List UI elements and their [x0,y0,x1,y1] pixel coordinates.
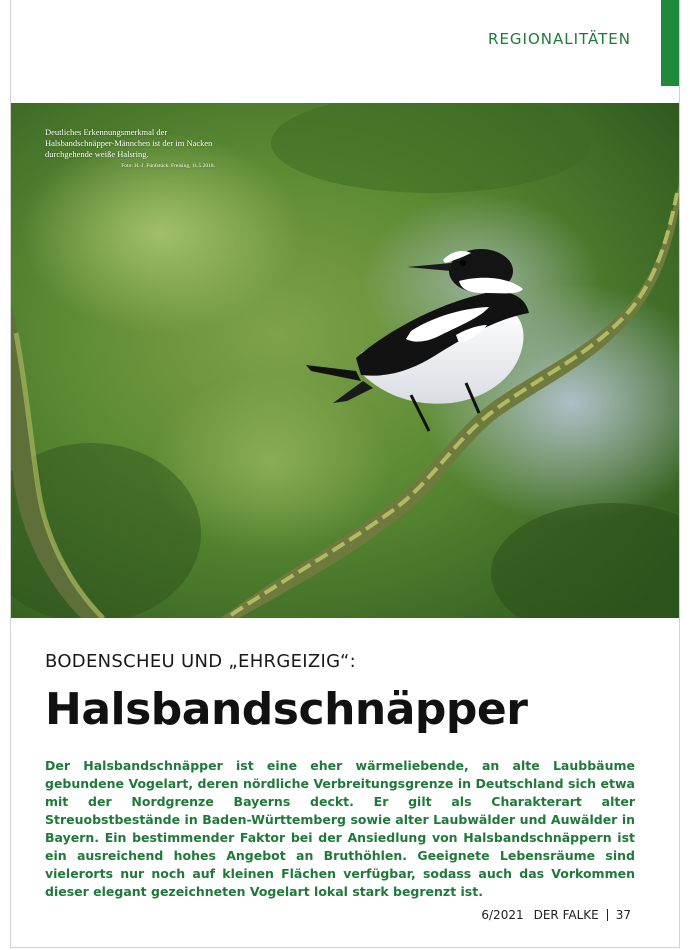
bird-photo [11,103,679,618]
page-number: 37 [615,908,631,922]
magazine-name: DER FALKE [533,908,599,922]
magazine-page [10,0,680,948]
section-accent-bar [661,0,679,86]
section-label: REGIONALITÄTEN [488,30,631,48]
article-lead: Der Halsbandschnäpper ist eine eher wärmeliebende, an alte Laubbäume gebundene Vogelart, deren nördliche Verbreitungsgrenze in Deutschland sich etwa mit der Nordgrenze Bayerns deckt. Er gilt als Charakterart alter Streuobstbestände in Baden-Württemberg sowie alter Laubwälder und Auwälder in Bayern. Ein bestimmender Faktor bei der Ansiedlung von Halsbandschnäppern ist ein ausreichend hohes Angebot an Bruthöhlen. Geeignete Lebensräume sind vielerorts nur noch auf kleinen Flächen verfügbar, sodass auch das Vorkommen dieser elegant gezeichneten Vogelart lokal stark begrenzt ist. [45,758,635,899]
article-title: Halsbandschnäpper [45,684,528,735]
photo-credit: Foto: H.-J. Fünfstück. Freising, 11.5.2018. [121,163,215,169]
photo-caption [45,127,215,170]
article-kicker: BODENSCHEU UND „EHRGEIZIG“: [45,651,356,672]
footer-separator [607,909,608,921]
flycatcher-illustration [11,103,679,618]
caption-text: Deutliches Erkennungsmerkmal der Halsbandschnäpper-Männchen ist der im Nacken durchgehende weiße Halsring. [45,127,213,159]
issue-number: 6/2021 [481,908,524,922]
page-footer [481,908,631,922]
